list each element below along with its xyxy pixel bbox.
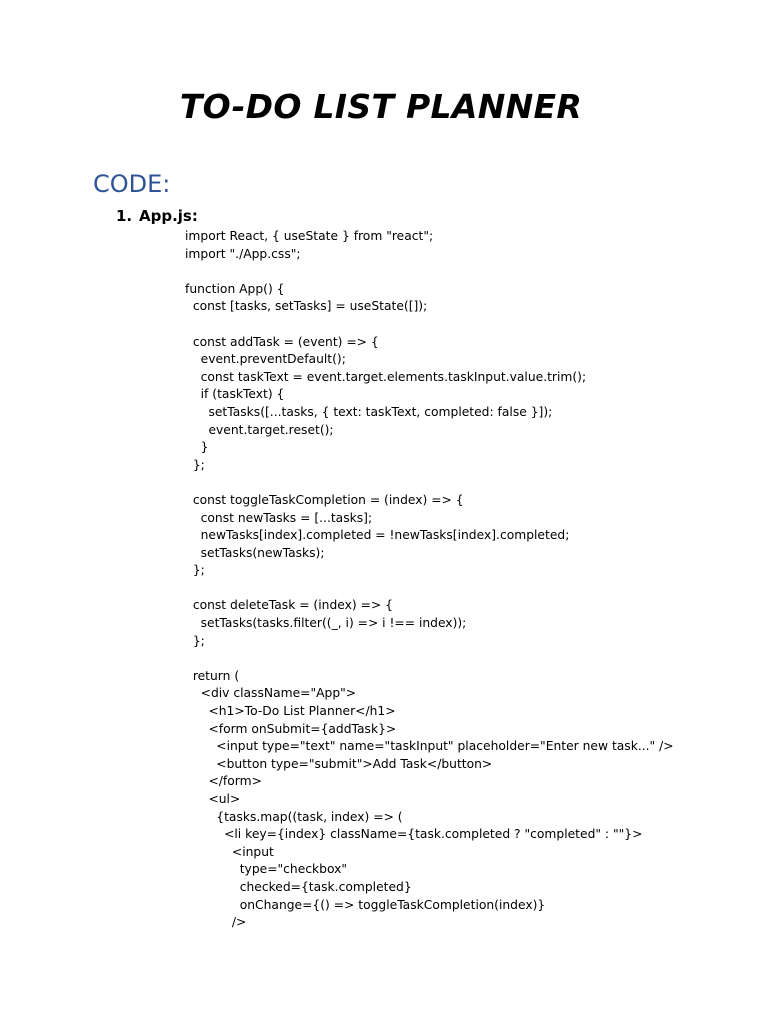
code-line: </form> bbox=[185, 774, 262, 789]
code-line: const [tasks, setTasks] = useState([]); bbox=[185, 299, 428, 314]
code-line: import React, { useState } from "react"; bbox=[185, 229, 434, 243]
code-line: <input bbox=[185, 844, 274, 859]
code-line: setTasks(tasks.filter((_, i) => i !== index)); bbox=[185, 616, 467, 631]
code-line: checked={task.completed} bbox=[185, 879, 412, 894]
code-line: /> bbox=[185, 915, 247, 930]
code-line: <li key={index} className={task.completed ? "completed" : ""}> bbox=[185, 827, 643, 842]
section-heading: CODE: bbox=[93, 170, 171, 198]
code-line: } bbox=[185, 440, 209, 455]
code-line: setTasks(newTasks); bbox=[185, 545, 325, 560]
code-line: if (taskText) { bbox=[185, 387, 285, 402]
code-line: import "./App.css"; bbox=[185, 246, 301, 261]
code-line: return ( bbox=[185, 668, 240, 683]
code-line: {tasks.map((task, index) => ( bbox=[185, 809, 403, 824]
file-item-number: 1. bbox=[116, 207, 133, 225]
file-item-name: App.js: bbox=[139, 207, 198, 225]
code-line: type="checkbox" bbox=[185, 862, 348, 877]
code-line bbox=[185, 474, 765, 492]
code-line: const toggleTaskCompletion = (index) => { bbox=[185, 492, 464, 507]
code-line: event.target.reset(); bbox=[185, 422, 334, 437]
code-line: function App() { bbox=[185, 281, 285, 296]
file-list-item bbox=[116, 205, 198, 227]
code-line: }; bbox=[185, 457, 205, 472]
code-line: }; bbox=[185, 563, 205, 578]
code-line: newTasks[index].completed = !newTasks[index].completed; bbox=[185, 528, 570, 543]
code-block bbox=[185, 228, 765, 932]
code-line bbox=[185, 580, 765, 598]
code-line bbox=[185, 263, 765, 281]
code-line: <h1>To-Do List Planner</h1> bbox=[185, 704, 396, 719]
code-line bbox=[185, 316, 765, 334]
code-line: <input type="text" name="taskInput" placeholder="Enter new task..." /> bbox=[185, 739, 674, 754]
code-line: const newTasks = [...tasks]; bbox=[185, 510, 373, 525]
code-line: event.preventDefault(); bbox=[185, 352, 346, 367]
code-line: const deleteTask = (index) => { bbox=[185, 598, 393, 613]
code-line: <button type="submit">Add Task</button> bbox=[185, 756, 493, 771]
code-line: <ul> bbox=[185, 792, 241, 806]
code-line bbox=[185, 650, 765, 668]
code-line: const taskText = event.target.elements.taskInput.value.trim(); bbox=[185, 369, 587, 384]
code-line: <form onSubmit={addTask}> bbox=[185, 721, 397, 736]
code-line: setTasks([...tasks, { text: taskText, completed: false }]); bbox=[185, 404, 553, 419]
code-line: const addTask = (event) => { bbox=[185, 334, 379, 349]
code-line: onChange={() => toggleTaskCompletion(index)} bbox=[185, 897, 546, 912]
code-line: }; bbox=[185, 633, 205, 648]
document-title: TO-DO LIST PLANNER bbox=[179, 87, 583, 126]
code-line: <div className="App"> bbox=[185, 686, 357, 701]
